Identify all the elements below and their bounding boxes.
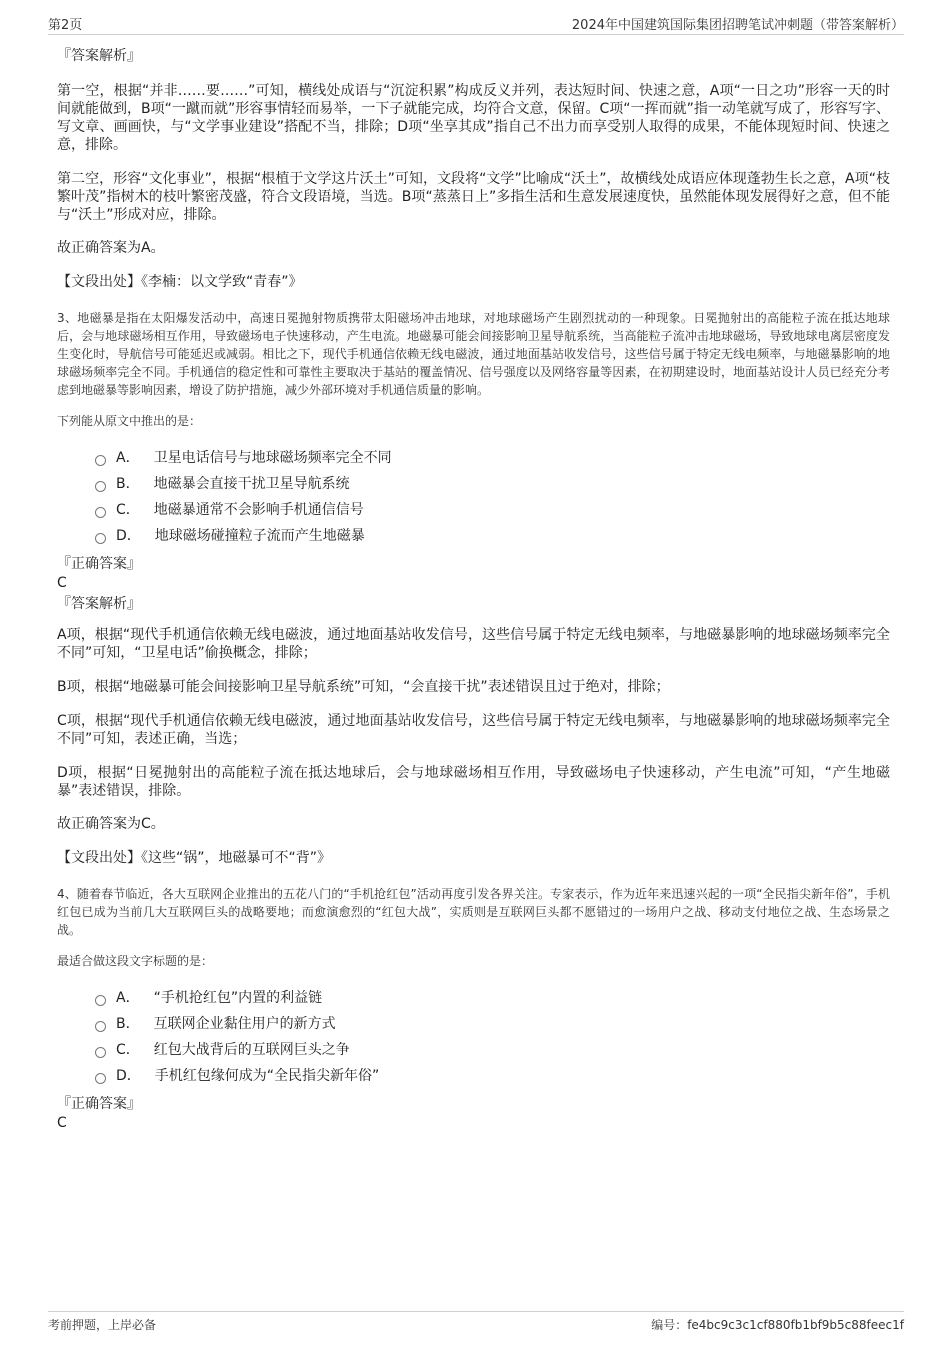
correct-answer-label: 『正确答案』 <box>57 1096 141 1112</box>
option-list <box>57 985 890 1089</box>
source: 【文段出处】《李楠：以文学致“青春”》 <box>57 274 303 290</box>
option-c[interactable]: C． 红包大战背后的互联网巨头之争 <box>95 1037 890 1063</box>
correct-answer: C <box>57 1115 67 1131</box>
radio-icon[interactable] <box>95 455 106 466</box>
correct-answer-label: 『正确答案』 <box>57 556 141 572</box>
option-list <box>57 445 890 549</box>
option-a[interactable]: A． 卫星电话信号与地球磁场频率完全不同 <box>95 445 890 471</box>
question-prompt: 下列能从原文中推出的是： <box>57 414 202 428</box>
question-stem: 3、地磁暴是指在太阳爆发活动中，高速日冕抛射物质携带太阳磁场冲击地球，对地球磁场产生剧烈扰动的一种现象。日冕抛射出的高能粒子流在抵达地球后，会与地球磁场相互作用，导致磁场电子快速移动，产生电流。地磁暴可能会间接影响卫星导航系统，当高能粒子流冲击地球磁场，导致地球电离层密度发生变化时，导航信号可能延迟或减弱。相比之下，现代手机通信依赖无线电磁波，通过地面基站收发信号，这些信号属于特定无线电频率，与地磁暴影响的地球磁场频率完全不同。手机通信的稳定性和可靠性主要取决于基站的覆盖情况、信号强度以及网络容量等因素，在初期建设时，地面基站设计人员已经充分考虑到地磁暴等影响因素，增设了防护措施，减少外部环境对手机通信质量的影响。 <box>57 311 890 397</box>
radio-icon[interactable] <box>95 1021 106 1032</box>
footer-slogan: 考前押题，上岸必备 <box>48 1318 157 1332</box>
radio-icon[interactable] <box>95 507 106 518</box>
analysis-paragraph: 第二空，形容“文化事业”，根据“根植于文学这片沃土”可知，文段将“文学”比喻成“沃土”，故横线处成语应体现蓬勃生长之意，A项“枝繁叶茂”指树木的枝叶繁密茂盛，符合文段语境，当选。B项“蒸蒸日上”多指生活和生意发展速度快，虽然能体现发展得好之意，但不能与“沃土”形成对应，排除。 <box>57 171 890 223</box>
option-d[interactable]: D． 地球磁场碰撞粒子流而产生地磁暴 <box>95 523 890 549</box>
radio-icon[interactable] <box>95 1073 106 1084</box>
option-b[interactable]: B． 地磁暴会直接干扰卫星导航系统 <box>95 471 890 497</box>
option-b[interactable]: B． 互联网企业黏住用户的新方式 <box>95 1011 890 1037</box>
document-body <box>57 45 890 1132</box>
answer-analysis-label: 『答案解析』 <box>57 596 141 612</box>
question-prompt: 最适合做这段文字标题的是： <box>57 954 214 968</box>
page-footer <box>48 1311 904 1335</box>
correct-answer: C <box>57 575 67 591</box>
analysis-paragraph: D项，根据“日冕抛射出的高能粒子流在抵达地球后，会与地球磁场相互作用，导致磁场电子快速移动，产生电流”可知，“产生地磁暴”表述错误，排除。 <box>57 765 890 799</box>
analysis-paragraph: C项，根据“现代手机通信依赖无线电磁波，通过地面基站收发信号，这些信号属于特定无线电频率，与地磁暴影响的地球磁场频率完全不同”可知，表述正确，当选； <box>57 713 890 747</box>
source: 【文段出处】《这些“锅”，地磁暴可不“背”》 <box>57 850 332 866</box>
analysis-paragraph: B项，根据“地磁暴可能会间接影响卫星导航系统”可知，“会直接干扰”表述错误且过于绝对，排除； <box>57 679 670 695</box>
radio-icon[interactable] <box>95 1047 106 1058</box>
document-id: 编号：fe4bc9c3c1cf880fb1bf9b5c88feec1f <box>651 1318 904 1332</box>
option-c[interactable]: C． 地磁暴通常不会影响手机通信信号 <box>95 497 890 523</box>
conclusion: 故正确答案为A。 <box>57 240 165 256</box>
radio-icon[interactable] <box>95 995 106 1006</box>
conclusion: 故正确答案为C。 <box>57 816 165 832</box>
analysis-paragraph: 第一空，根据“并非……要……”可知，横线处成语与“沉淀积累”构成反义并列，表达短时间、快速之意，A项“一日之功”形容一天的时间就能做到，B项“一蹴而就”形容事情轻而易举，一下子就能完成，均符合文意，保留。C项“一挥而就”指一动笔就写成了，形容写字、写文章、画画快，与“文学事业建设”搭配不当，排除；D项“坐享其成”指自己不出力而享受别人取得的成果，不能体现短时间、快速之意，排除。 <box>57 83 890 153</box>
question-stem: 4、随着春节临近，各大互联网企业推出的五花八门的“手机抢红包”活动再度引发各界关注。专家表示，作为近年来迅速兴起的一项“全民指尖新年俗”，手机红包已成为当前几大互联网巨头的战略要地；而愈演愈烈的“红包大战”，实质则是互联网巨头都不愿错过的一场用户之战、移动支付地位之战、生态场景之战。 <box>57 887 890 937</box>
document-title: 2024年中国建筑国际集团招聘笔试冲刺题（带答案解析） <box>571 18 904 33</box>
radio-icon[interactable] <box>95 481 106 492</box>
page-number: 第2页 <box>48 18 83 33</box>
page-header <box>48 14 904 35</box>
radio-icon[interactable] <box>95 533 106 544</box>
option-a[interactable]: A． “手机抢红包”内置的利益链 <box>95 985 890 1011</box>
analysis-paragraph: A项，根据“现代手机通信依赖无线电磁波，通过地面基站收发信号，这些信号属于特定无线电频率，与地磁暴影响的地球磁场频率完全不同”可知，“卫星电话”偷换概念，排除； <box>57 627 890 661</box>
answer-analysis-label: 『答案解析』 <box>57 48 141 64</box>
option-d[interactable]: D． 手机红包缘何成为“全民指尖新年俗” <box>95 1063 890 1089</box>
